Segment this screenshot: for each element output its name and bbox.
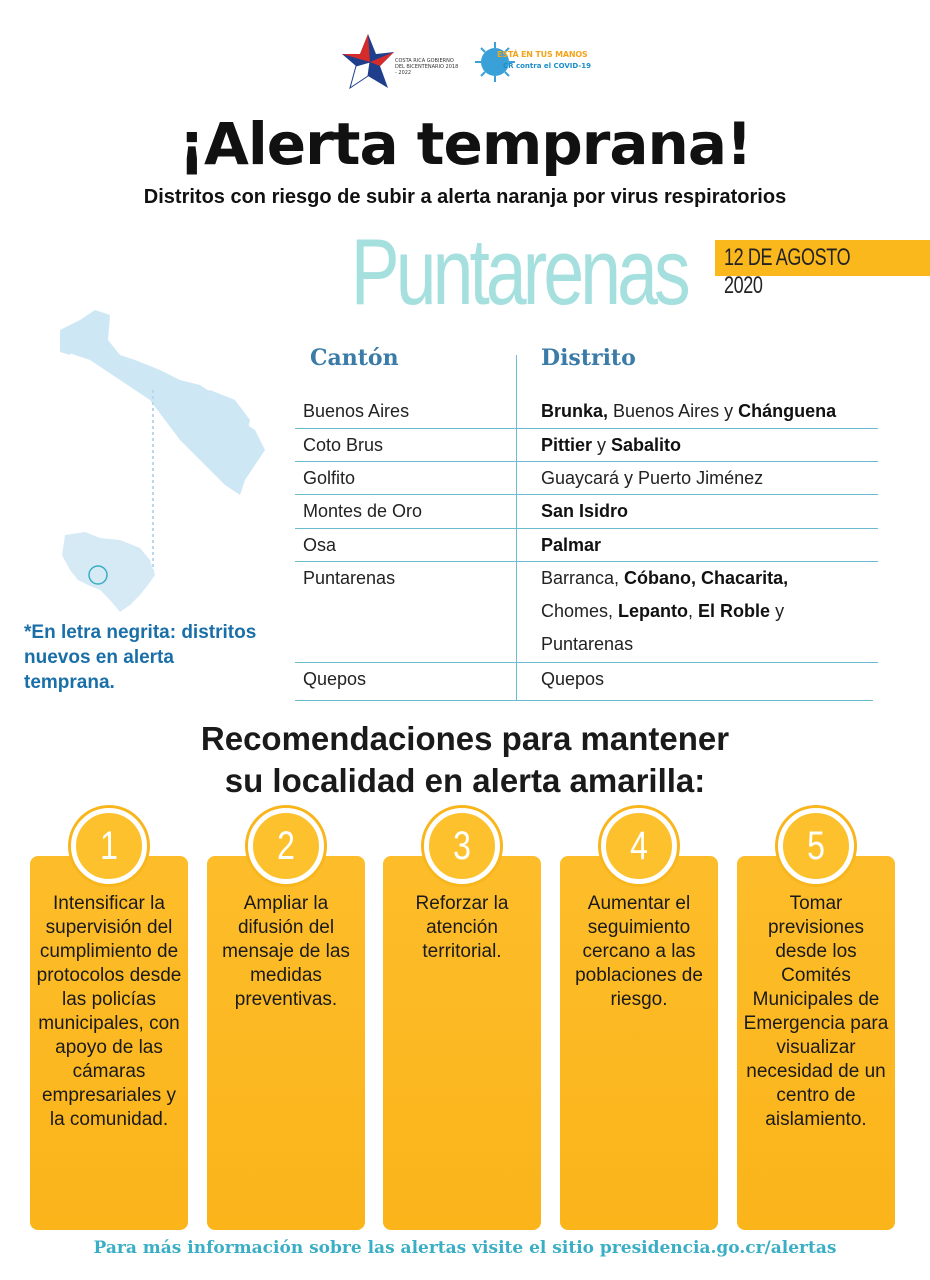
logo-covid-line2: CR contra el COVID-19 — [503, 62, 591, 70]
canton-cell: Quepos — [303, 669, 367, 689]
costa-rica-government-logo — [340, 32, 460, 92]
district-new-bold: Palmar — [541, 535, 602, 555]
logos — [340, 32, 600, 92]
district-new-bold: Pittier — [541, 435, 593, 455]
recommendation-number: 3 — [453, 824, 471, 868]
district-text: Chomes, — [541, 601, 619, 621]
table-row — [295, 529, 878, 562]
recommendation-text: Aumentar el seguimiento cercano a las poblaciones de riesgo. — [575, 893, 703, 1010]
date-text: 12 DE AGOSTO 2020 — [724, 244, 851, 299]
district-new-bold: San Isidro — [541, 501, 629, 521]
canton-cell: Buenos Aires — [303, 401, 410, 421]
page-subtitle: Distritos con riesgo de subir a alerta naranja por virus respiratorios — [143, 186, 787, 208]
table-row — [295, 495, 878, 529]
district-new-bold: Sabalito — [611, 435, 682, 455]
district-new-bold: El Roble — [698, 601, 771, 621]
recommendation-number-badge — [601, 808, 677, 884]
district-text: y — [592, 435, 612, 455]
table-row — [295, 562, 878, 663]
recommendations-title-line1: Recomendaciones para mantener — [200, 720, 730, 757]
district-text: Barranca, — [541, 568, 625, 588]
recommendation-card — [560, 856, 718, 1230]
recommendation-number: 1 — [100, 824, 118, 868]
recommendation-text: Reforzar la atención territorial. — [415, 893, 509, 962]
recommendation-text: Intensificar la supervisión del cumplimiento de protocolos desde las policías municipales, con apoyo de las cámaras empresariales y la comunidad. — [36, 893, 182, 1130]
district-text: , — [688, 601, 699, 621]
district-cell — [541, 395, 881, 428]
table-row — [295, 462, 878, 495]
recommendation-number: 4 — [630, 824, 648, 868]
canton-cell: Golfito — [303, 468, 356, 488]
recommendation-number-badge — [778, 808, 854, 884]
district-cell — [541, 495, 881, 528]
district-cell — [541, 663, 881, 696]
district-text: Buenos Aires y — [608, 401, 739, 421]
bold-legend-note: *En letra negrita: distritos nuevos en alerta temprana. — [24, 622, 257, 693]
recommendation-number-badge — [71, 808, 147, 884]
table-row — [295, 395, 878, 429]
recommendation-card — [207, 856, 365, 1230]
recommendation-number-badge — [248, 808, 324, 884]
header-canton: Cantón — [310, 345, 399, 371]
district-new-bold: Chánguena — [738, 401, 837, 421]
district-text: Guaycará y Puerto Jiménez — [541, 468, 764, 488]
district-new-bold: Lepanto — [618, 601, 689, 621]
canton-cell: Coto Brus — [303, 435, 384, 455]
district-new-bold: Brunka, — [541, 401, 609, 421]
recommendation-card — [383, 856, 541, 1230]
table-row — [295, 429, 878, 462]
canton-cell: Puntarenas — [303, 568, 396, 588]
recommendation-number: 5 — [807, 824, 825, 868]
district-text: Quepos — [541, 669, 605, 689]
recommendation-text: Ampliar la difusión del mensaje de las medidas preventivas. — [222, 893, 350, 1010]
page-title: ¡Alerta temprana! — [178, 110, 752, 178]
district-new-bold: Cóbano, Chacarita, — [624, 568, 789, 588]
recommendation-text: Tomar previsiones desde los Comités Municipales de Emergencia para visualizar necesidad de un centro de aislamiento. — [743, 893, 889, 1130]
table-row — [295, 663, 873, 701]
recommendation-card — [737, 856, 895, 1230]
covid-campaign-logo — [475, 38, 595, 86]
district-cell — [541, 462, 881, 495]
recommendations-title-line2: su localidad en alerta amarilla: — [224, 762, 706, 799]
recommendation-number-badge — [424, 808, 500, 884]
recommendations-title — [0, 718, 930, 802]
district-cell — [541, 562, 831, 661]
canton-cell: Montes de Oro — [303, 501, 423, 521]
recommendation-card — [30, 856, 188, 1230]
recommendation-number: 2 — [277, 824, 295, 868]
region-name: Puntarenas — [350, 219, 687, 324]
header-distrito: Distrito — [541, 345, 636, 371]
logo-covid-line1: ESTÁ EN TUS MANOS — [497, 50, 588, 59]
district-cell — [541, 429, 881, 462]
costa-rica-map — [40, 300, 280, 630]
district-text: y Puntarenas — [541, 601, 785, 654]
footer-info: Para más información sobre las alertas visite el sitio presidencia.go.cr/alertas — [93, 1238, 837, 1258]
canton-cell: Osa — [303, 535, 337, 555]
district-cell — [541, 529, 881, 562]
logo-cr-text: COSTA RICA GOBIERNO DEL BICENTENARIO 2018 - 2022 — [395, 58, 459, 76]
